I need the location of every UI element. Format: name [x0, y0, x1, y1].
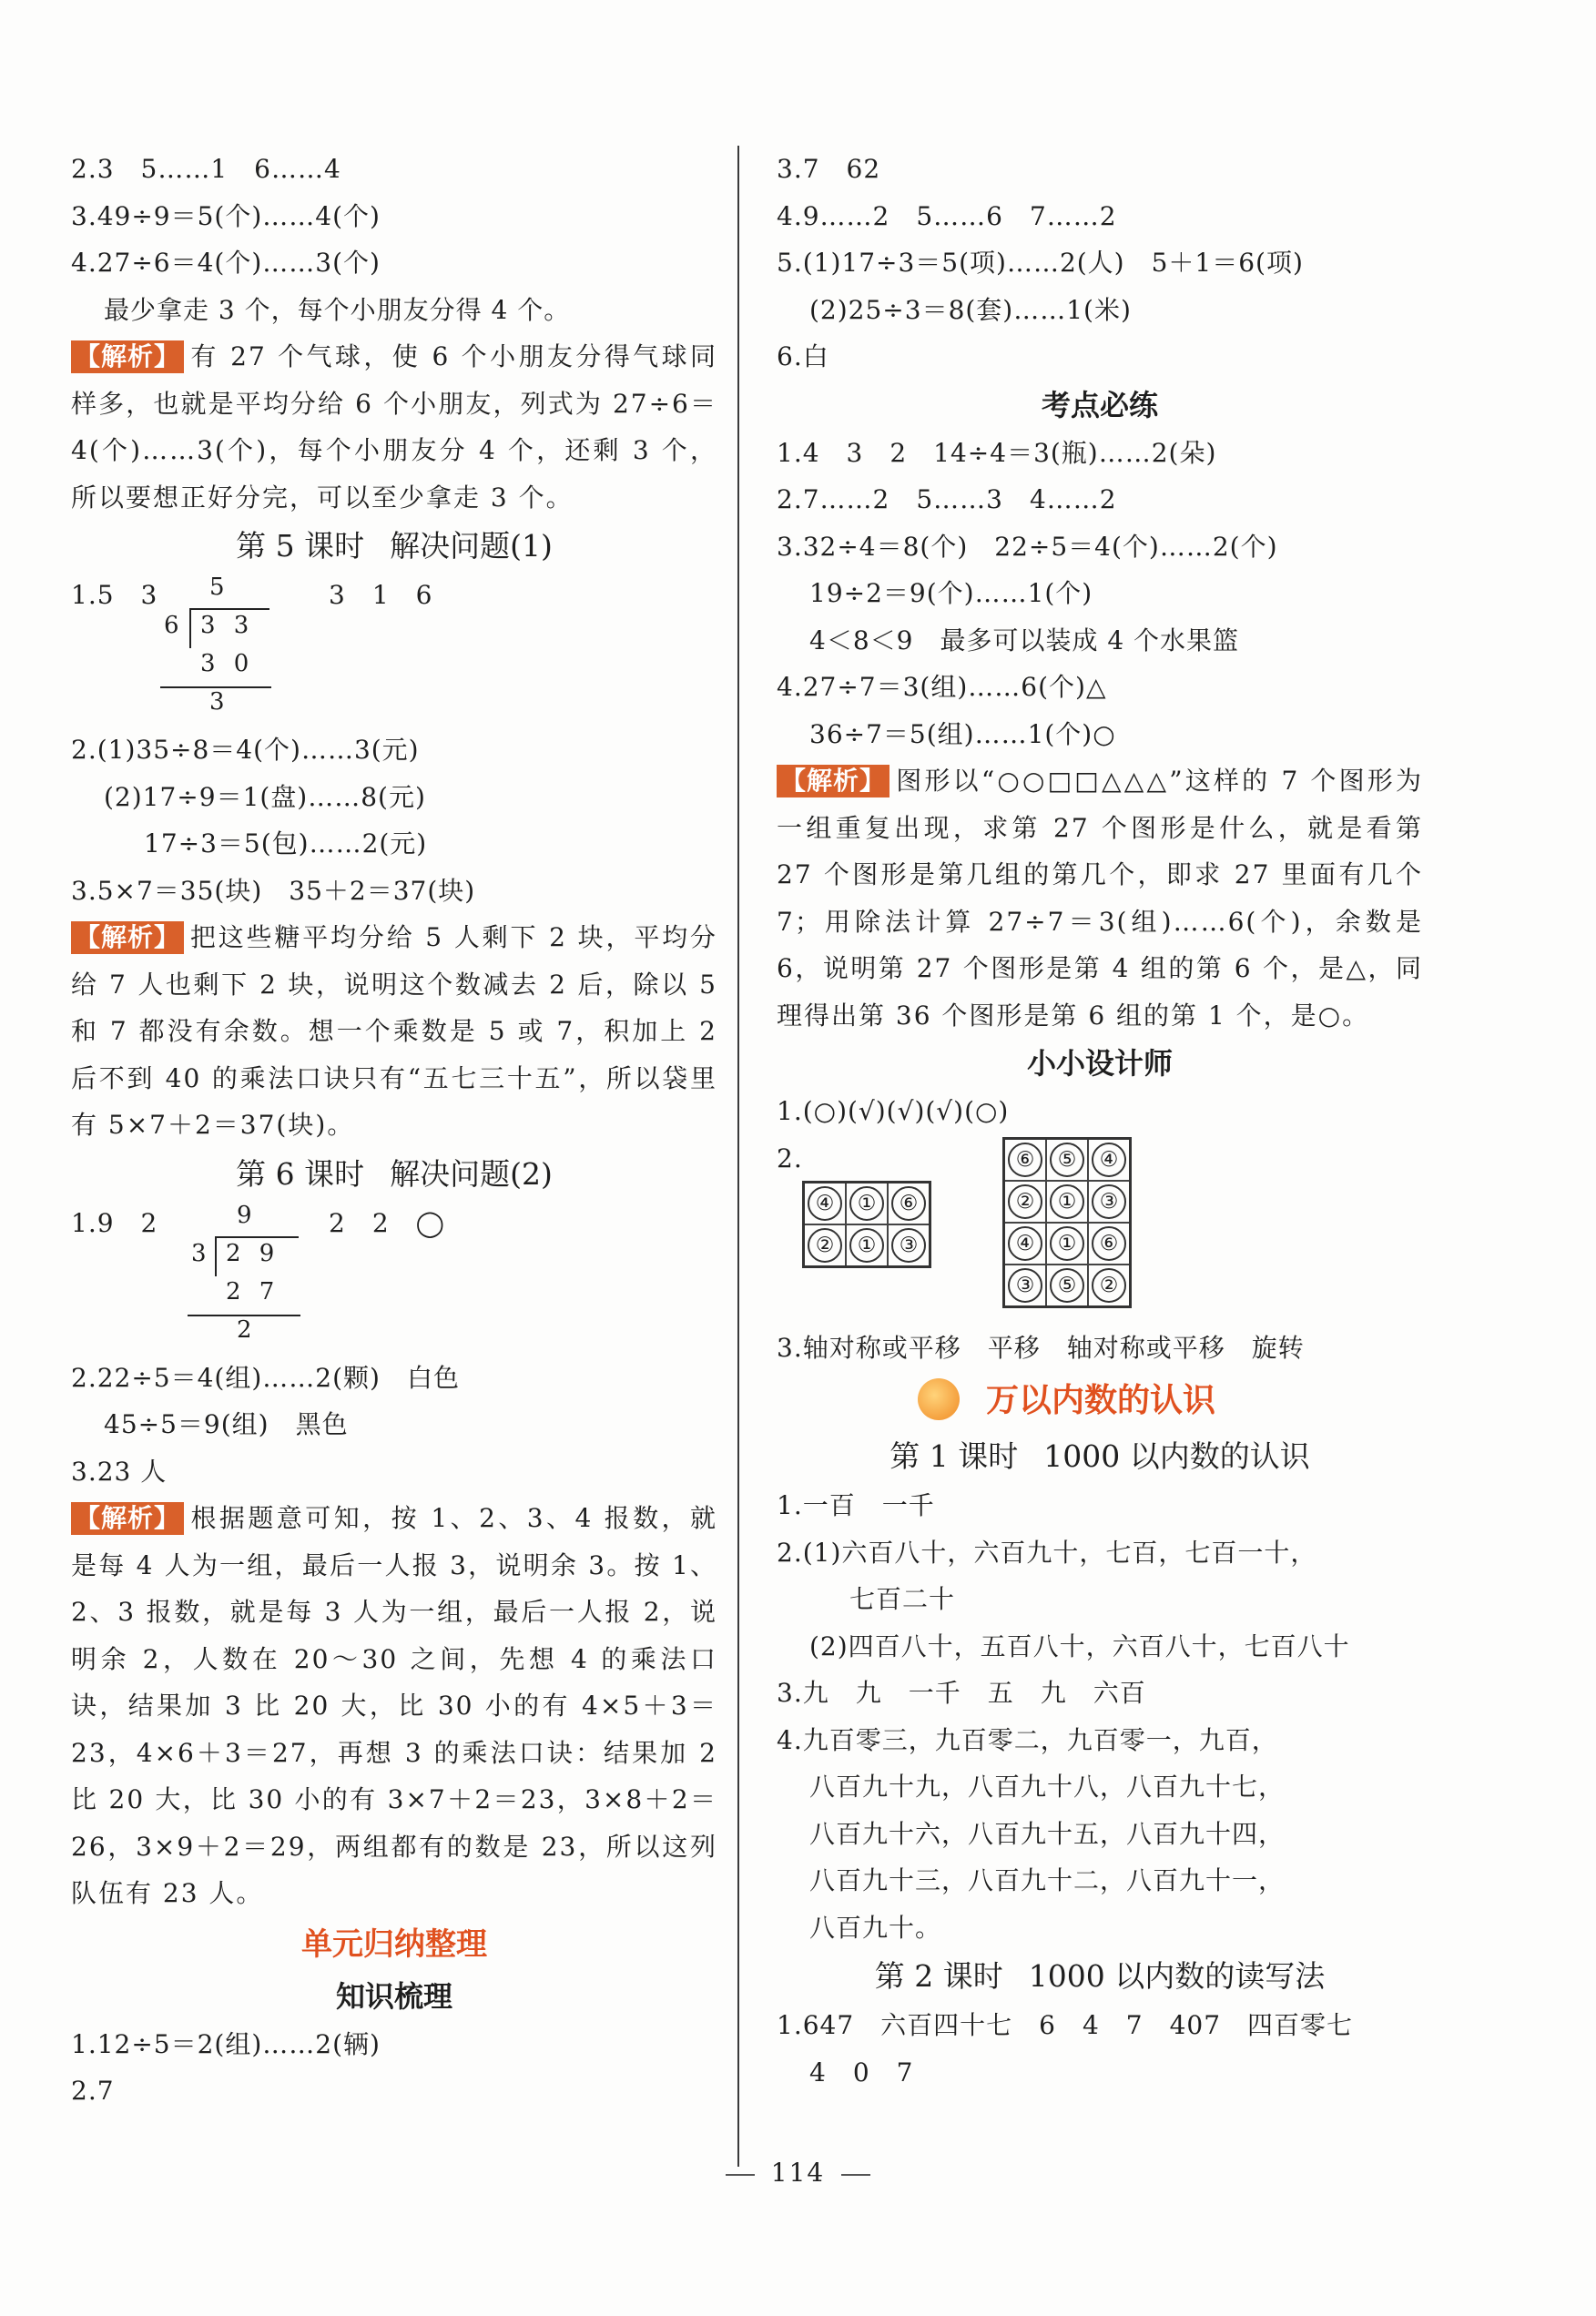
- remainder: 2: [237, 1315, 258, 1344]
- answer-line: (2)25÷3＝8(套)……1(米): [809, 294, 1132, 325]
- unit-circle-icon: [918, 1378, 960, 1420]
- answer-line: 3.32÷4＝8(个) 22÷5＝4(个)……2(个): [777, 531, 1278, 562]
- lesson-title: 解决问题(2): [390, 1155, 553, 1192]
- section-subheading: 知识梳理: [335, 1978, 452, 2014]
- answer-line: 2.3 5……1 6……4: [71, 154, 341, 184]
- answer-line: 1.4 3 2 14÷4＝3(瓶)……2(朵): [777, 437, 1217, 468]
- grid-cell-number: ④: [1008, 1226, 1042, 1261]
- answer-line: 2.7: [71, 2076, 115, 2106]
- grid-cell-number: ①: [849, 1228, 884, 1263]
- answer-line: 45÷5＝9(组) 黑色: [104, 1409, 349, 1439]
- dividend: 3 3: [200, 612, 255, 639]
- grid-cell: [804, 1224, 847, 1267]
- answer-line: 4.九百零三，九百零二，九百零一，九百，: [777, 1724, 1278, 1755]
- lesson-heading: [71, 523, 717, 570]
- grid-cell-number: ③: [891, 1228, 926, 1263]
- analysis-paragraph: [71, 1495, 717, 1917]
- answer-line: 19÷2＝9(个)……1(个): [809, 578, 1093, 608]
- page-number: 114: [770, 2158, 826, 2188]
- grid-row: [804, 1224, 930, 1267]
- grid-cell: [888, 1182, 930, 1224]
- product: 2 7: [226, 1277, 280, 1305]
- analysis-tag: 【解析】: [71, 340, 184, 373]
- grid-cell-number: ②: [808, 1228, 842, 1263]
- grid-cell: [846, 1224, 888, 1267]
- grid-cell: [1046, 1138, 1088, 1181]
- analysis-tag: 【解析】: [777, 765, 889, 797]
- answer-line: 4.27÷7＝3(组)……6(个)△: [777, 672, 1107, 702]
- long-division-row: [71, 572, 717, 726]
- grid-cell-number: ⑥: [1008, 1143, 1042, 1177]
- design-grids: [777, 1135, 1423, 1325]
- grid-cell: [1004, 1223, 1047, 1265]
- grid-cell: [804, 1182, 847, 1224]
- grid-cell: [1088, 1223, 1131, 1265]
- right-column: [777, 146, 1423, 2096]
- analysis-tag: 【解析】: [71, 921, 184, 954]
- answer-line: (2)四百八十，五百八十，六百八十，七百八十: [809, 1630, 1350, 1661]
- remainder: 3: [209, 688, 230, 716]
- grid-cell-number: ③: [1092, 1184, 1126, 1219]
- answer-line: (2)17÷9＝1(盘)……8(元): [104, 781, 426, 812]
- grid-cell-number: ⑤: [1050, 1268, 1084, 1303]
- grid-cell: [1088, 1181, 1131, 1223]
- grid-cell: [1046, 1223, 1088, 1265]
- answer-line: 3.轴对称或平移 平移 轴对称或平移 旋转: [777, 1332, 1305, 1363]
- grid-cell: [1088, 1138, 1131, 1181]
- grid-row: [804, 1182, 930, 1224]
- grid-cell-number: ④: [808, 1186, 842, 1221]
- answer-line: 4 0 7: [809, 2057, 914, 2087]
- answer-line: 3.5×7＝35(块) 35＋2＝37(块): [71, 875, 476, 906]
- answer-line: 4＜8＜9 最多可以装成 4 个水果篮: [809, 625, 1240, 655]
- answer-line: 2.: [777, 1143, 803, 1173]
- unit-summary-title: 单元归纳整理: [301, 1925, 487, 1963]
- answer-line: 2.7……2 5……3 4……2: [777, 484, 1117, 514]
- answer-line: 2.(1)六百八十，六百九十，七百，七百一十，: [777, 1537, 1317, 1568]
- quotient: 5: [209, 574, 230, 601]
- analysis-tag: 【解析】: [71, 1502, 184, 1535]
- answer-line: 4.9……2 5……6 7……2: [777, 200, 1117, 231]
- large-number-grid: [1002, 1137, 1132, 1308]
- lesson-title: 1000 以内数的认识: [1043, 1438, 1310, 1474]
- unit-title: 万以内数的认识: [986, 1382, 1216, 1419]
- grid-cell-number: ①: [1050, 1184, 1084, 1219]
- grid-cell-number: ③: [1008, 1268, 1042, 1303]
- long-division: [189, 1200, 308, 1355]
- answer-line: 最少拿走 3 个，每个小朋友分得 4 个。: [104, 294, 571, 325]
- answer-line: 2.22÷5＝4(组)……2(颗) 白色: [71, 1362, 460, 1393]
- grid-cell-number: ①: [1050, 1226, 1084, 1261]
- grid-cell-number: ②: [1092, 1268, 1126, 1303]
- grid-cell: [1088, 1265, 1131, 1307]
- lesson-heading: [777, 1433, 1423, 1480]
- answer-line: 八百九十。: [809, 1912, 942, 1943]
- answer-line: 1.5 3: [71, 580, 158, 610]
- section-subheading: 小小设计师: [1026, 1046, 1173, 1081]
- grid-row: [1004, 1181, 1131, 1223]
- analysis-text: 图形以“○○□□△△△”这样的 7 个图形为一组重复出现，求第 27 个图形是什么，就是看第 27 个图形是第几组的第几个，即求 27 里面有几个 7；用除法计算 27÷7＝3(组)……6(个)，余数是 6，说明第 27 个图形是第 4 组的第 6 个，是△，同理得出第 36 个图形是第 6 组的第 1 个，是○。: [777, 766, 1423, 1031]
- answer-line: 八百九十三，八百九十二，八百九十一，: [809, 1865, 1286, 1895]
- lesson-heading: [777, 1953, 1423, 2000]
- grid-cell: [1004, 1265, 1047, 1307]
- grid-cell: [1004, 1138, 1047, 1181]
- answer-line: 1.647 六百四十七 6 4 7 407 四百零七: [777, 2010, 1354, 2040]
- grid-cell: [1046, 1181, 1088, 1223]
- grid-cell-number: ①: [849, 1186, 884, 1221]
- grid-row: [1004, 1265, 1131, 1307]
- analysis-text: 把这些糖平均分给 5 人剩下 2 块，平均分给 7 人也剩下 2 块，说明这个数减去 2 后，除以 5 和 7 都没有余数。想一个乘数是 5 或 7，积加上 2 后不到 40 的乘法口诀只有“五七三十五”，所以袋里有 5×7＋2＝37(块)。: [71, 922, 717, 1140]
- dividend: 2 9: [226, 1239, 280, 1267]
- divisor: 6: [164, 612, 185, 639]
- grid-cell-number: ④: [1092, 1143, 1126, 1177]
- answer-line: 七百二十: [849, 1584, 956, 1614]
- analysis-paragraph: [71, 333, 717, 521]
- answer-line: 2.(1)35÷8＝4(个)……3(元): [71, 735, 420, 765]
- grid-cell-number: ⑥: [1092, 1226, 1126, 1261]
- page-footer: [0, 2158, 1596, 2188]
- analysis-text: 根据题意可知，按 1、2、3、4 报数，就是每 4 人为一组，最后一人报 3，说明余 3。按 1、2、3 报数，就是每 3 人为一组，最后一人报 2，说明余 2，人数在 20～30 之间，先想 4 的乘法口诀，结果加 3 比 20 大，比 30 小的有 4×5＋3＝23，4×6＋3＝27，再想 3 的乘法口诀：结果加 2 比 20 大，比 30 小的有 3×7＋2＝23，3×8＋2＝26，3×9＋2＝29，两组都有的数是 23，所以这列队伍有 23 人。: [71, 1503, 717, 1908]
- analysis-paragraph: [777, 757, 1423, 1039]
- product: 3 0: [200, 650, 255, 677]
- answer-line: 3.23 人: [71, 1456, 168, 1487]
- grid-row: [1004, 1223, 1131, 1265]
- answer-line: 1.9 2: [71, 1207, 158, 1238]
- lesson-number: 第 6 课时: [236, 1155, 365, 1192]
- answer-line: 1.一百 一千: [777, 1490, 935, 1520]
- column-divider: [737, 146, 739, 2167]
- left-column: [71, 146, 717, 2115]
- grid-cell-number: ⑥: [891, 1186, 926, 1221]
- grid-cell-number: ②: [1008, 1184, 1042, 1219]
- analysis-paragraph: [71, 914, 717, 1149]
- answer-line: 3.7 62: [777, 154, 881, 184]
- answer-line: 6.白: [777, 341, 829, 371]
- section-subheading: 考点必练: [1041, 387, 1158, 422]
- grid-cell: [1004, 1181, 1047, 1223]
- answer-line: 1.12÷5＝2(组)……2(辆): [71, 2028, 381, 2059]
- lesson-title: 1000 以内数的读写法: [1028, 1958, 1326, 1994]
- answer-line: 八百九十九，八百九十八，八百九十七，: [809, 1772, 1286, 1802]
- answer-line: 2 2 ◯: [329, 1207, 445, 1238]
- grid-cell: [1046, 1265, 1088, 1307]
- answer-line: 5.(1)17÷3＝5(项)……2(人) 5＋1＝6(项): [777, 248, 1304, 278]
- long-division: [155, 572, 273, 726]
- small-number-grid: [802, 1181, 931, 1268]
- quotient: 9: [237, 1201, 258, 1229]
- grid-cell: [888, 1224, 930, 1267]
- long-division-row: [71, 1200, 717, 1355]
- answer-line: 3.九 九 一千 五 九 六百: [777, 1678, 1146, 1708]
- answer-line: 4.27÷6＝4(个)……3(个): [71, 248, 381, 278]
- grid-row: [1004, 1138, 1131, 1181]
- grid-cell: [846, 1182, 888, 1224]
- lesson-title: 解决问题(1): [390, 528, 553, 564]
- divisor: 3: [191, 1239, 212, 1267]
- lesson-number: 第 1 课时: [889, 1438, 1019, 1474]
- answer-line: 3 1 6: [329, 580, 433, 610]
- answer-line: 1.(○)(√)(√)(√)(○): [777, 1096, 1010, 1126]
- lesson-number: 第 2 课时: [874, 1958, 1003, 1994]
- lesson-heading: [71, 1151, 717, 1198]
- answer-line: 36÷7＝5(组)……1(个)○: [809, 718, 1116, 749]
- unit-banner: [777, 1371, 1423, 1431]
- lesson-number: 第 5 课时: [236, 528, 365, 564]
- answer-line: 17÷3＝5(包)……2(元): [144, 828, 428, 858]
- analysis-text: 有 27 个气球，使 6 个小朋友分得气球同样多，也就是平均分给 6 个小朋友，列式为 27÷6＝4(个)……3(个)，每个小朋友分 4 个，还剩 3 个，所以要想正好分完，可以至少拿走 3 个。: [71, 341, 717, 513]
- answer-line: 八百九十六，八百九十五，八百九十四，: [809, 1818, 1286, 1849]
- grid-cell-number: ⑤: [1050, 1143, 1084, 1177]
- answer-line: 3.49÷9＝5(个)……4(个): [71, 200, 381, 231]
